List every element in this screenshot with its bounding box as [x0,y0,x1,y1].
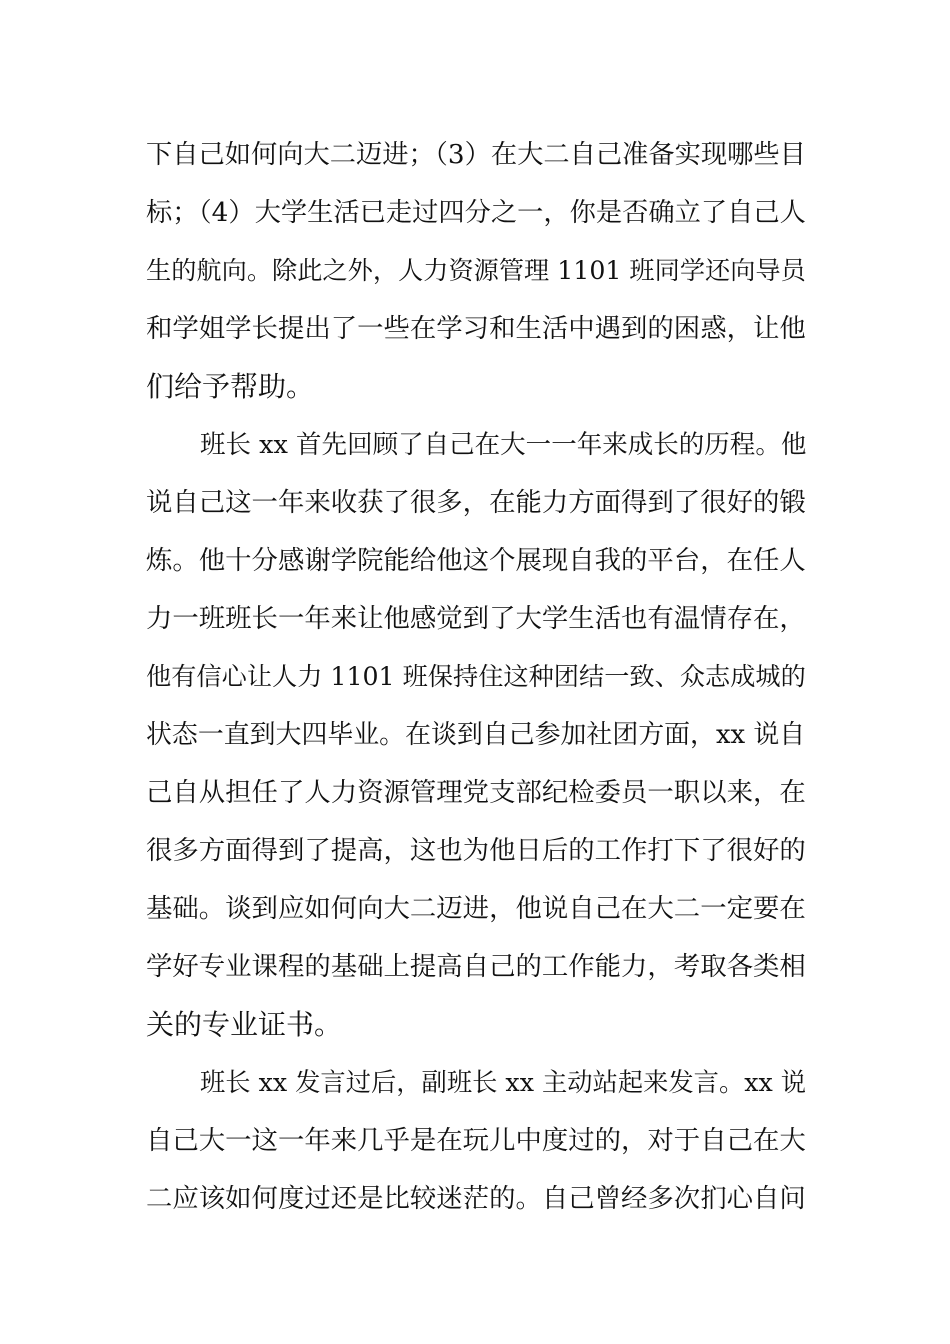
text-line: 生的航向。除此之外，人力资源管理 1101 班同学还向导员 [146,256,806,285]
text-line: 班长 xx 首先回顾了自己在大一一年来成长的历程。他 [200,430,807,460]
text-line: 力一班班长一年来让他感觉到了大学生活也有温情存在， [146,603,806,634]
text-line: 标；（4）大学生活已走过四分之一，你是否确立了自己人 [146,198,806,228]
text-line: 和学姐学长提出了一些在学习和生活中遇到的困惑，让他 [146,313,806,344]
text-line: 关的专业证书。 [146,1008,343,1041]
text-line: 他有信心让人力 1101 班保持住这种团结一致、众志成城的 [146,662,806,691]
text-line: 炼。他十分感谢学院能给他这个展现自我的平台，在任人 [146,545,806,576]
text-line: 很多方面得到了提高，这也为他日后的工作打下了很好的 [146,835,806,866]
text-line: 基础。谈到应如何向大二迈进，他说自己在大二一定要在 [146,893,806,924]
text-line: 自己大一这一年来几乎是在玩儿中度过的，对于自己在大 [146,1125,806,1156]
text-line: 说自己这一年来收获了很多，在能力方面得到了很好的锻 [146,487,806,518]
text-line: 下自己如何向大二迈进；（3）在大二自己准备实现哪些目 [146,140,806,170]
text-line: 学好专业课程的基础上提高自己的工作能力，考取各类相 [146,951,806,982]
text-line: 己自从担任了人力资源管理党支部纪检委员一职以来，在 [146,777,806,808]
text-line: 班长 xx 发言过后，副班长 xx 主动站起来发言。xx 说 [200,1068,807,1097]
text-line: 状态一直到大四毕业。在谈到自己参加社团方面，xx 说自 [146,720,806,750]
text-line: 二应该如何度过还是比较迷茫的。自己曾经多次扪心自问 [146,1183,806,1214]
text-line: 们给予帮助。 [146,370,315,403]
